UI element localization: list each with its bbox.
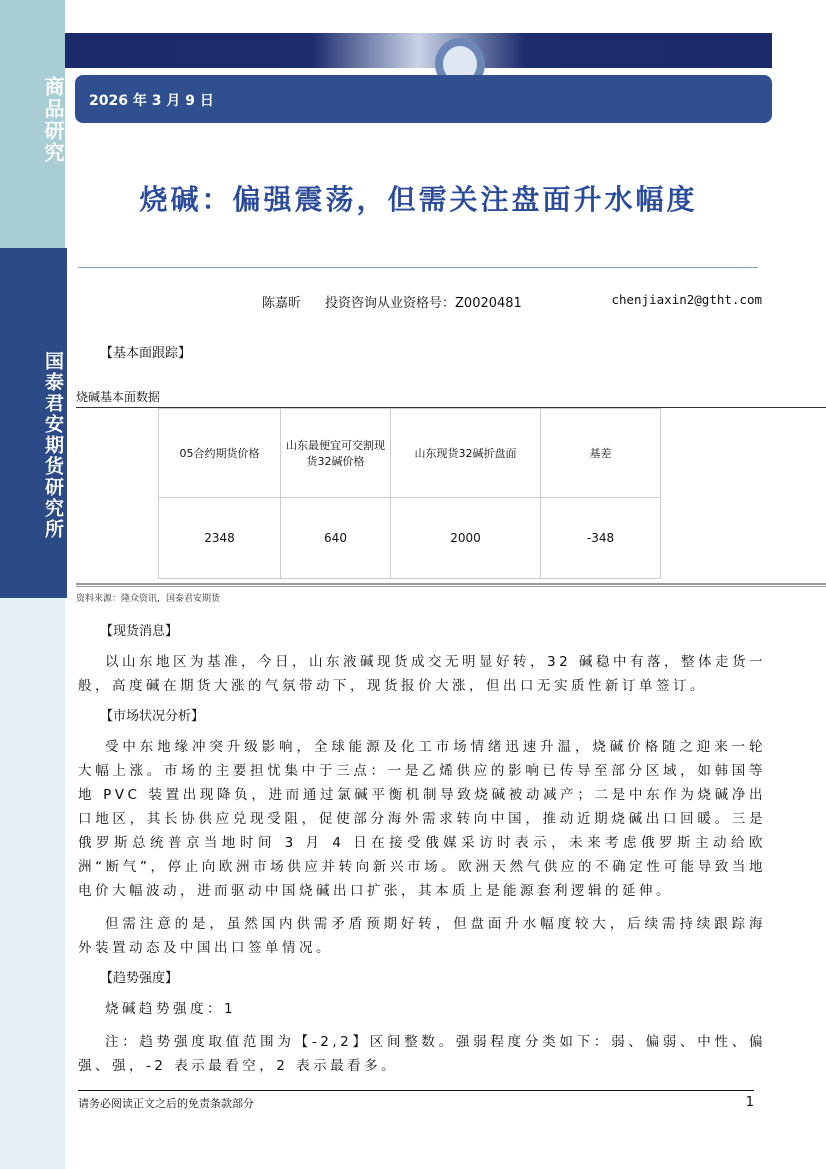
page-number: 1 (745, 1095, 754, 1110)
table-header: 山东现货32碱折盘面 (391, 409, 541, 498)
report-date: 2026 年 3 月 9 日 (89, 93, 214, 109)
table-source: 资料来源：隆众资讯，国泰君安期货 (76, 594, 221, 604)
table-cell: 640 (281, 498, 391, 579)
table-header-row (159, 409, 661, 498)
footer (78, 1090, 754, 1111)
sidebar-bottom (0, 598, 65, 1169)
section-trend: 【趋势强度】 (100, 971, 179, 986)
date-bar (75, 75, 772, 123)
table-cell: -348 (541, 498, 661, 579)
section-spot-news: 【现货消息】 (100, 624, 179, 639)
report-title: 烧碱：偏强震荡，但需关注盘面升水幅度 (139, 183, 698, 216)
report-body (78, 622, 766, 1111)
sidebar-company: 国泰君安期货研究所 (42, 350, 64, 540)
table-bottom-rule (76, 583, 826, 587)
table-row (159, 498, 661, 579)
paragraph-analysis-2: 但需注意的是，虽然国内供需矛盾预期好转，但盘面升水幅度较大，后续需持续跟踪海外装置动态及中国出口签单情况。 (78, 916, 766, 956)
footer-disclaimer: 请务必阅读正文之后的免责条款部分 (78, 1097, 254, 1110)
header-banner (65, 33, 772, 68)
section-fundamentals: 【基本面跟踪】 (100, 346, 192, 361)
table-header: 基差 (541, 409, 661, 498)
sidebar-category: 商品研究 (41, 76, 65, 164)
fundamentals-table (158, 408, 661, 579)
author-name: 陈嘉昕 (262, 296, 302, 311)
trend-note: 注：趋势强度取值范围为【-2,2】区间整数。强弱程度分类如下：弱、偏弱、中性、偏强、强，-2 表示最看空，2 表示最看多。 (78, 1034, 766, 1074)
section-market-analysis: 【市场状况分析】 (100, 709, 205, 724)
author-email[interactable]: chenjiaxin2@gtht.com (611, 292, 762, 307)
paragraph-analysis-1: 受中东地缘冲突升级影响，全球能源及化工市场情绪迅速升温，烧碱价格随之迎来一轮大幅上涨。市场的主要担忧集中于三点：一是乙烯供应的影响已传导至部分区域，如韩国等地 PVC 装置出现降负，进而通过氯碱平衡机制导致烧碱被动减产；二是中东作为烧碱净出口地区，其长协供应兑现受阻，促使部分海外需求转向中国，推动近期烧碱出口回暖。三是俄罗斯总统普京当地时间 3 月 4 日在接受俄媒采访时表示，未来考虑俄罗斯主动给欧洲“断气”，停止向欧洲市场供应并转向新兴市场。欧洲天然气供应的不确定性可能导致当地电价大幅波动，进而驱动中国烧碱出口扩张，其本质上是能源套利逻辑的延伸。 (78, 739, 766, 899)
author-line (262, 292, 762, 311)
divider (78, 267, 758, 268)
table-header: 山东最便宜可交割现货32碱价格 (281, 409, 391, 498)
table-header: 05合约期货价格 (159, 409, 281, 498)
table-caption: 烧碱基本面数据 (76, 390, 161, 404)
paragraph-spot: 以山东地区为基准，今日，山东液碱现货成交无明显好转，32 碱稳中有落，整体走货一般，高度碱在期货大涨的气氛带动下，现货报价大涨，但出口无实质性新订单签订。 (78, 654, 766, 694)
table-cell: 2348 (159, 498, 281, 579)
trend-value: 烧碱趋势强度：1 (105, 1001, 237, 1017)
author-license: 投资咨询从业资格号：Z0020481 (325, 296, 522, 311)
table-cell: 2000 (391, 498, 541, 579)
